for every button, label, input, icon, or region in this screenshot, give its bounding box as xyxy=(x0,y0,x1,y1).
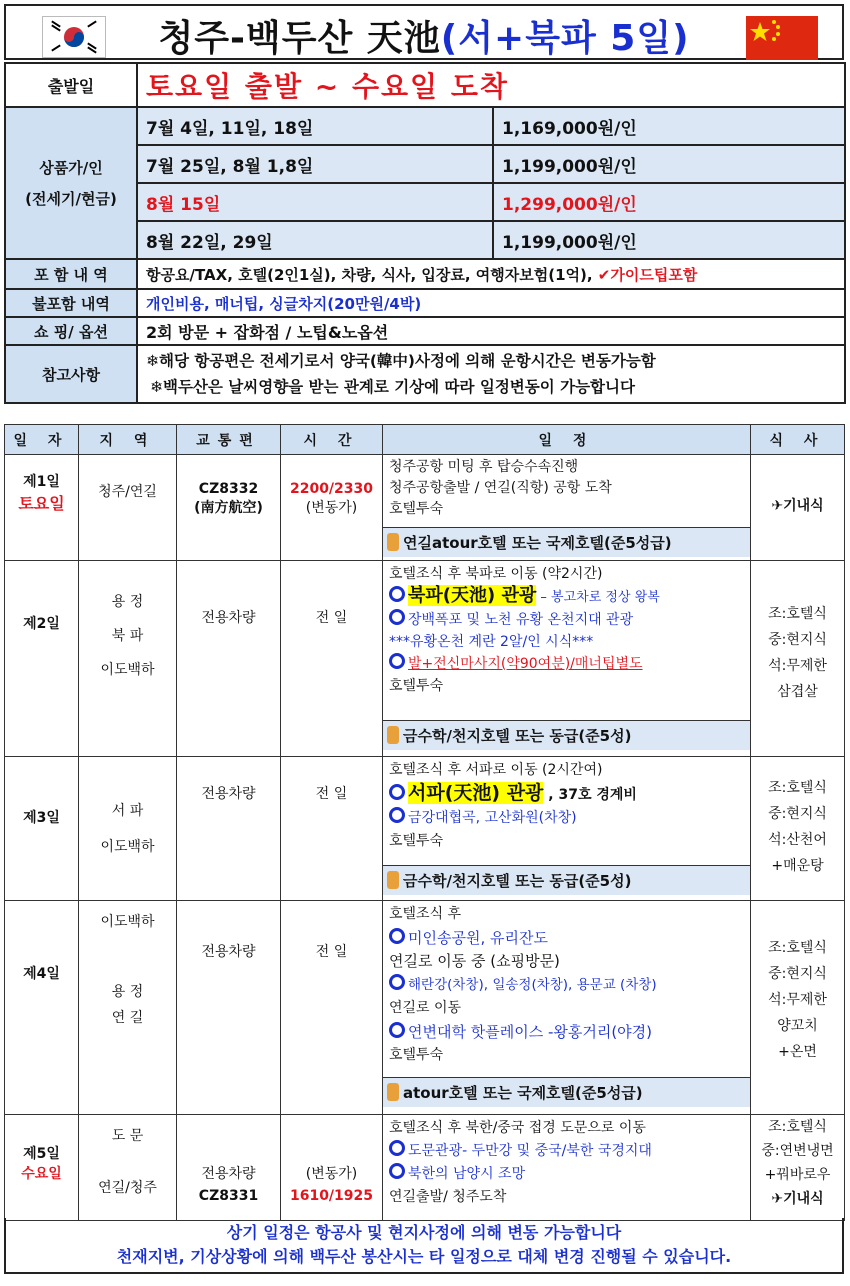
price-dates: 7월 4일, 11일, 18일 xyxy=(137,107,493,145)
departure-value: 토요일 출발 ~ 수요일 도착 xyxy=(137,63,845,107)
hotel-icon xyxy=(387,1083,399,1101)
region-cell: 이도백하 용 정 연 길 xyxy=(79,901,177,1115)
include-label: 포 함 내 역 xyxy=(5,259,137,289)
hotel-icon xyxy=(387,871,399,889)
table-row xyxy=(5,901,845,1115)
china-flag-icon xyxy=(746,16,818,60)
price-value: 1,169,000원/인 xyxy=(493,107,845,145)
itinerary-cell: 호텔조식 후 북한/중국 접경 도문으로 이동 도문관광- 두만강 및 중국/북한 국경지대 북한의 남양시 조망 연길출발/ 청주도착 xyxy=(383,1115,751,1221)
transport-cell: CZ8332 (南方航空) xyxy=(177,455,281,561)
day-cell: 제4일 xyxy=(5,901,79,1115)
table-row xyxy=(5,455,845,561)
price-value: 1,299,000원/인 xyxy=(493,183,845,221)
meal-cell: 조:호텔식 중:현지식 석:무제한 삼겹살 xyxy=(751,561,845,757)
meal-cell: 조:호텔식 중:현지식 석:무제한 양꼬치 +온면 xyxy=(751,901,845,1115)
price-label: 상품가/인 (전세기/현금) xyxy=(5,107,137,259)
exclude-label: 불포함 내역 xyxy=(5,289,137,317)
region-cell: 서 파 이도백하 xyxy=(79,757,177,901)
time-cell: (변동가) 1610/1925 xyxy=(281,1115,383,1221)
footer-notice: 상기 일정은 항공사 및 현지사정에 의해 변동 가능합니다 천재지변, 기상상황에 의해 백두산 봉산시는 타 일정으로 대체 변경 진행될 수 있습니다. xyxy=(4,1218,844,1274)
shopping-label: 쇼 핑/ 옵션 xyxy=(5,317,137,345)
header-itinerary: 일 정 xyxy=(383,425,751,455)
include-value: 항공요/TAX, 호텔(2인1실), 차량, 식사, 입장료, 여행자보험(1억), ✔가이드팁포함 xyxy=(137,259,845,289)
region-cell: 용 정 북 파 이도백하 xyxy=(79,561,177,757)
page-title: 청주-백두산 天池(서+북파 5일) xyxy=(158,18,690,59)
transport-cell: 전용차량 CZ8331 xyxy=(177,1115,281,1221)
header-day: 일 자 xyxy=(5,425,79,455)
shopping-value: 2회 방문 + 잡화점 / 노팁&노옵션 xyxy=(137,317,845,345)
hotel-box: 연길atour호텔 또는 국제호텔(준5성급) xyxy=(383,527,750,557)
location-pin-icon xyxy=(389,807,405,823)
day-cell: 제1일 토요일 xyxy=(5,455,79,561)
transport-cell: 전용차량 xyxy=(177,561,281,757)
price-value: 1,199,000원/인 xyxy=(493,221,845,259)
location-pin-icon xyxy=(389,586,405,602)
hotel-box: atour호텔 또는 국제호텔(준5성급) xyxy=(383,1077,750,1107)
time-cell: 전 일 xyxy=(281,757,383,901)
info-table xyxy=(4,62,846,404)
location-pin-icon xyxy=(389,974,405,990)
itinerary-cell: 호텔조식 후 서파로 이동 (2시간여) 서파(天池) 관광 , 37호 경계비 금강대협곡, 고산화원(차창) 호텔투숙 금수학/천지호텔 또는 동급(준5성) xyxy=(383,757,751,901)
location-pin-icon xyxy=(389,784,405,800)
location-pin-icon xyxy=(389,928,405,944)
transport-cell: 전용차량 xyxy=(177,757,281,901)
hotel-box: 금수학/천지호텔 또는 동급(준5성) xyxy=(383,720,750,750)
schedule-table xyxy=(4,424,845,1221)
region-cell: 청주/연길 xyxy=(79,455,177,561)
day-cell: 제3일 xyxy=(5,757,79,901)
header-transport: 교통편 xyxy=(177,425,281,455)
day-cell: 제5일 수요일 xyxy=(5,1115,79,1221)
hotel-icon xyxy=(387,726,399,744)
meal-cell: ✈기내식 xyxy=(751,455,845,561)
meal-cell: 조:호텔식 중:현지식 석:산천어 +매운탕 xyxy=(751,757,845,901)
location-pin-icon xyxy=(389,1163,405,1179)
price-dates: 8월 22일, 29일 xyxy=(137,221,493,259)
location-pin-icon xyxy=(389,609,405,625)
transport-cell: 전용차량 xyxy=(177,901,281,1115)
table-row xyxy=(5,1115,845,1221)
location-pin-icon xyxy=(389,653,405,669)
hotel-box: 금수학/천지호텔 또는 동급(준5성) xyxy=(383,865,750,895)
price-value: 1,199,000원/인 xyxy=(493,145,845,183)
header-region: 지 역 xyxy=(79,425,177,455)
notes-value: ❄해당 항공편은 전세기로서 양국(韓中)사정에 의해 운항시간은 변동가능함 ❄백두산은 날씨영향을 받는 관계로 기상에 따라 일정변동이 가능합니다 xyxy=(137,345,845,403)
departure-label: 출발일 xyxy=(5,63,137,107)
day-cell: 제2일 xyxy=(5,561,79,757)
time-cell: 2200/2330 (변동가) xyxy=(281,455,383,561)
table-row xyxy=(5,561,845,757)
region-cell: 도 문 연길/청주 xyxy=(79,1115,177,1221)
meal-cell: 조:호텔식 중:연변냉면 +꿔바로우 ✈기내식 xyxy=(751,1115,845,1221)
itinerary-cell: 호텔조식 후 미인송공원, 유리잔도 연길로 이동 중 (쇼핑방문) 해란강(차창), 일송정(차창), 용문교 (차창) 연길로 이동 연변대학 핫플레이스 -왕홍거리(야경) 호텔투숙 atour호텔 또는 국제호텔(준5성급) xyxy=(383,901,751,1115)
location-pin-icon xyxy=(389,1140,405,1156)
price-dates: 8월 15일 xyxy=(137,183,493,221)
title-bar xyxy=(4,4,844,60)
itinerary-cell: 청주공항 미팅 후 탑승수속진행 청주공항출발 / 연길(직항) 공항 도착 호텔투숙 연길atour호텔 또는 국제호텔(준5성급) xyxy=(383,455,751,561)
header-meal: 식 사 xyxy=(751,425,845,455)
hotel-icon xyxy=(387,533,399,551)
itinerary-cell: 호텔조식 후 북파로 이동 (약2시간) 북파(天池) 관광 – 봉고차로 정상 왕복 장백폭포 및 노천 유황 온천지대 관광 ***유황온천 계란 2알/인 시식*** 발+전신마사지(약90여분)/매너팁별도 호텔투숙 금수학/천지호텔 또는 동급(준5성) xyxy=(383,561,751,757)
table-row xyxy=(5,757,845,901)
time-cell: 전 일 xyxy=(281,901,383,1115)
price-dates: 7월 25일, 8월 1,8일 xyxy=(137,145,493,183)
notes-label: 참고사항 xyxy=(5,345,137,403)
header-time: 시 간 xyxy=(281,425,383,455)
exclude-value: 개인비용, 매너팁, 싱글차지(20만원/4박) xyxy=(137,289,845,317)
location-pin-icon xyxy=(389,1022,405,1038)
time-cell: 전 일 xyxy=(281,561,383,757)
